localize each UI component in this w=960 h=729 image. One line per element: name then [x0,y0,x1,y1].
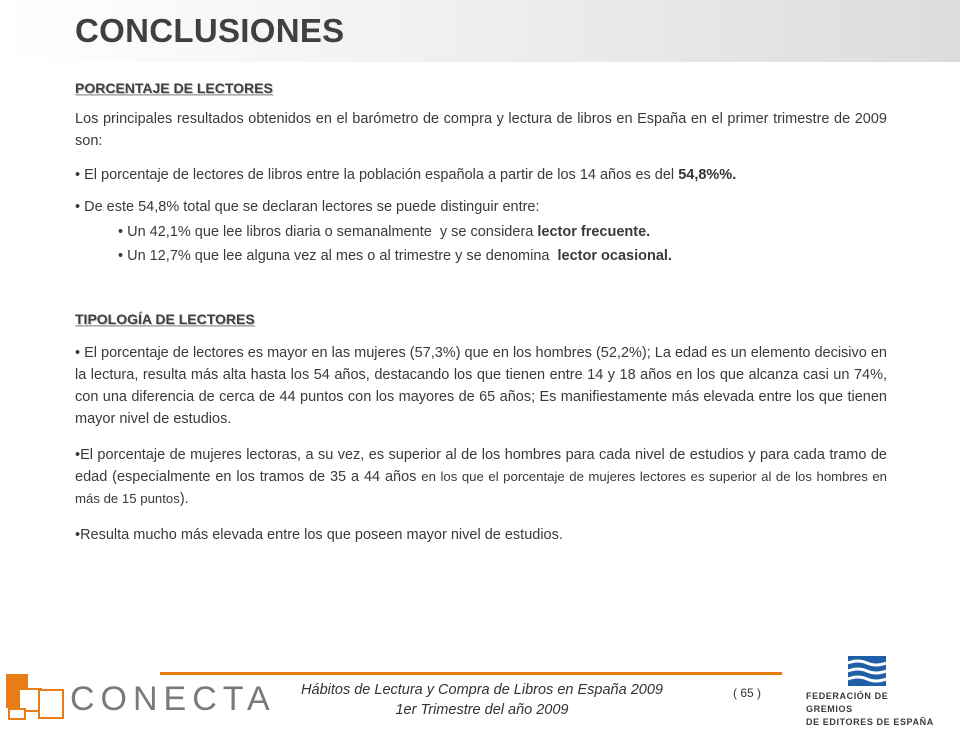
federation-line2: DE EDITORES DE ESPAÑA [806,717,934,727]
federation-line1: FEDERACIÓN DE GREMIOS [806,691,889,714]
page-title: CONCLUSIONES [75,12,345,49]
federation-logo-icon [848,656,886,686]
tipologia-paragraph-2-end: ). [179,491,189,507]
section-heading-tipologia: TIPOLOGÍA DE LECTORES [75,311,255,327]
sub-bullet-frecuente-bold: lector frecuente. [537,224,651,240]
sub-bullet-ocasional-bold: lector ocasional. [557,248,672,264]
tipologia-paragraph-2 [75,444,887,510]
tipologia-paragraph-3: •Resulta mucho más elevada entre los que poseen mayor nivel de estudios. [75,527,563,543]
tipologia-paragraph-2-detail: en los que el porcentaje de mujeres lectores es superior al de los hombres en más de 15 puntos [75,469,887,506]
sub-bullet-frecuente [118,221,888,243]
sub-bullet-ocasional-text: • Un 12,7% que lee alguna vez al mes o al trimestre y se denomina [118,248,558,264]
footer-caption-line2: 1er Trimestre del año 2009 [395,702,569,718]
sub-bullet-frecuente-text: • Un 42,1% que lee libros diaria o semanalmente y se considera [118,224,538,240]
federation-name [806,690,936,729]
intro-paragraph: Los principales resultados obtenidos en el barómetro de compra y lectura de libros en España en el primer trimestre de 2009 son: [75,111,887,149]
footer-caption [262,680,702,720]
tipologia-paragraph-2-main: •El porcentaje de mujeres lectoras, a su vez, es superior al de los hombres para cada nivel de estudios y para cada tramo de edad (especialmente en los tramos de 35 a 44 años [75,447,887,485]
tipologia-paragraph-1: • El porcentaje de lectores es mayor en las mujeres (57,3%) que en los hombres (52,2%); La edad es un elemento decisivo en la lectura, resulta más alta hasta los 54 años, destacando los que tienen entre 14 y 18 años en los que alcanza casi un 74%, con una diferencia de cerca de 44 puntos con los mayores de 65 años; Es manifiestamente más elevada entre los que tienen mayor nivel de estudios. [75,345,887,427]
conecta-logo-text: CONECTA [70,680,276,718]
footer-divider [160,672,782,675]
conecta-logo-mark [0,672,70,720]
bullet-porcentaje-text: • El porcentaje de lectores de libros entre la población española a partir de los 14 años es del [75,167,679,183]
bullet-porcentaje [75,164,887,186]
page-number: ( 65 ) [733,686,762,700]
bullet-porcentaje-value: 54,8%%. [678,167,737,183]
footer-caption-line1: Hábitos de Lectura y Compra de Libros en España 2009 [301,682,663,698]
sub-bullet-ocasional [118,245,888,267]
section-heading-porcentaje: PORCENTAJE DE LECTORES [75,80,273,96]
bullet-distinguir: • De este 54,8% total que se declaran lectores se puede distinguir entre: [75,199,540,215]
